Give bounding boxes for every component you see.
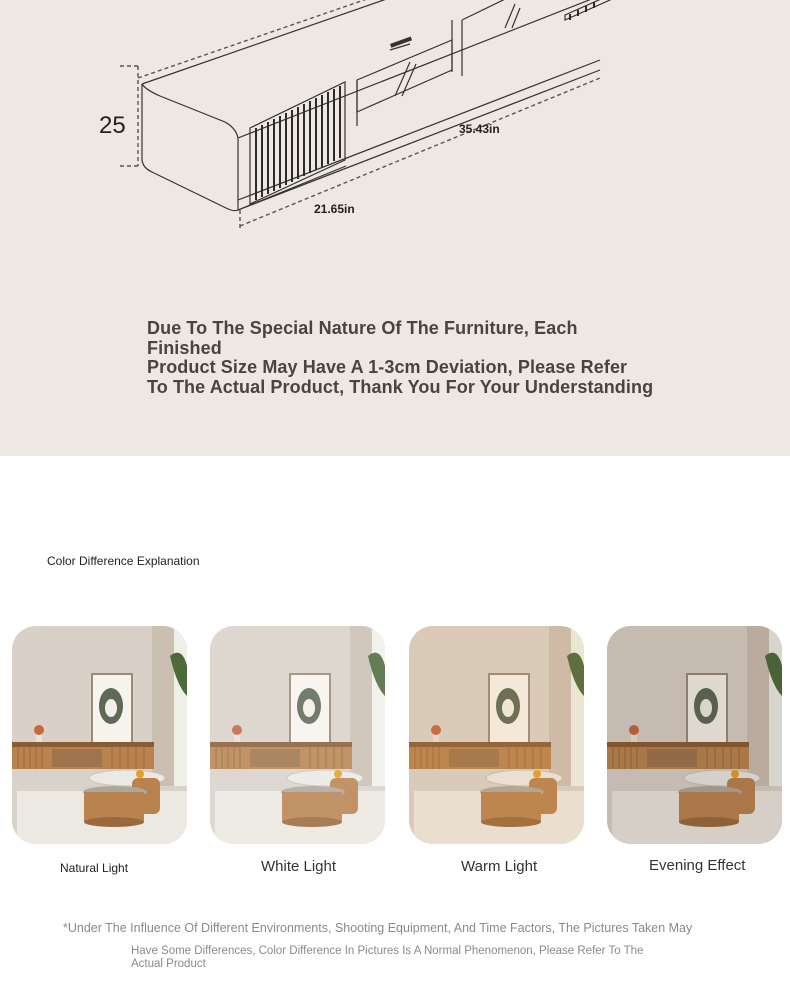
room-scene-illustration	[607, 626, 782, 844]
room-photo-warm-light	[409, 626, 584, 844]
room-scene-illustration	[210, 626, 385, 844]
depth-dimension-label: 21.65in	[314, 202, 355, 216]
dimension-diagram-section	[0, 0, 790, 456]
height-dimension-label: 25	[99, 112, 126, 139]
color-difference-section	[0, 456, 790, 1003]
section-title: Color Difference Explanation	[47, 554, 200, 568]
size-deviation-notice	[147, 319, 657, 397]
room-photo-white-light	[210, 626, 385, 844]
caption-natural-light: Natural Light	[60, 861, 129, 875]
caption-evening-effect: Evening Effect	[649, 857, 746, 874]
notice-line: Product Size May Have A 1-3cm Deviation, Please Refer	[147, 357, 628, 377]
room-scene-illustration	[409, 626, 584, 844]
room-scene-illustration	[12, 626, 187, 844]
caption-warm-light: Warm Light	[461, 858, 538, 875]
disclaimer-line: *Under The Influence Of Different Environments, Shooting Equipment, And Time Factors, The Pictures Taken May	[63, 921, 693, 935]
disclaimer-line: Have Some Differences, Color Difference In Pictures Is A Normal Phenomenon, Please Refer To The Actual Product	[131, 945, 644, 970]
length-dimension-label: 35.43in	[459, 122, 500, 136]
caption-white-light: White Light	[261, 858, 337, 875]
room-photo-natural-light	[12, 626, 187, 844]
notice-line: Due To The Special Nature Of The Furniture, Each Finished	[147, 318, 578, 358]
notice-line: To The Actual Product, Thank You For Your Understanding	[147, 376, 654, 397]
room-photo-evening-effect	[607, 626, 782, 844]
